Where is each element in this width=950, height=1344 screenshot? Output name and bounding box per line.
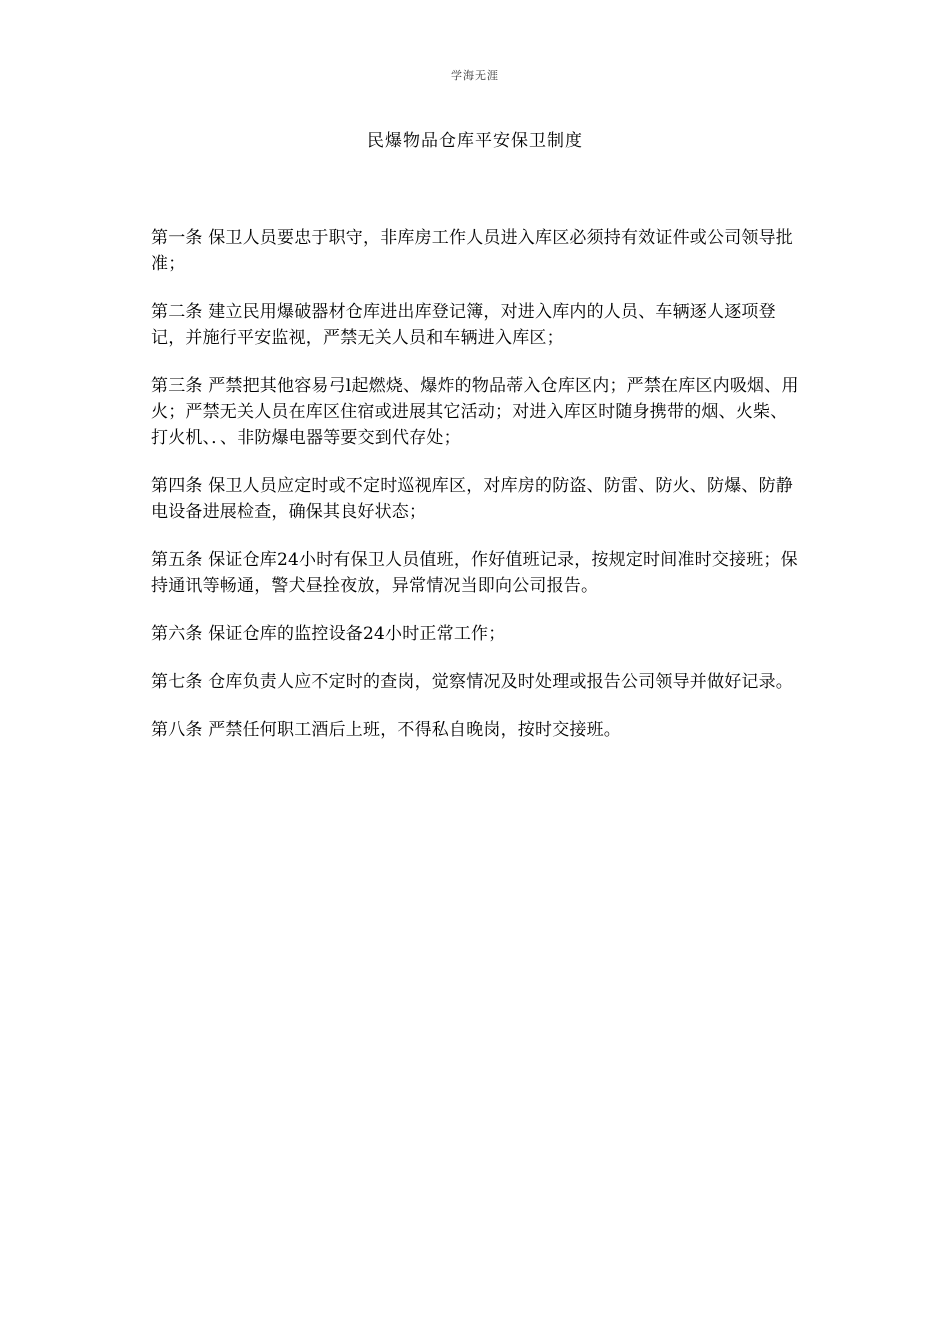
article-5: 第五条 保证仓库24小时有保卫人员值班，作好值班记录，按规定时间准时交接班；保持通讯等畅通，警犬昼拴夜放，异常情况当即向公司报告。: [151, 550, 798, 596]
document-body: [151, 225, 803, 765]
article-2: 第二条 建立民用爆破器材仓库进出库登记簿，对进入库内的人员、车辆逐人逐项登记，并施行平安监视，严禁无关人员和车辆进入库区；: [151, 302, 776, 348]
article-7: 第七条 仓库负责人应不定时的查岗，觉察情况及时处理或报告公司领导并做好记录。: [151, 672, 794, 692]
article-6: 第六条 保证仓库的监控设备24小时正常工作；: [151, 624, 506, 644]
document-title: 民爆物品仓库平安保卫制度: [367, 131, 583, 151]
page-header: 学海无涯: [451, 69, 499, 82]
article-4: 第四条 保卫人员应定时或不定时巡视库区，对库房的防盗、防雷、防火、防爆、防静电设备进展检查，确保其良好状态；: [151, 476, 794, 522]
article-3: 第三条 严禁把其他容易弓l起燃烧、爆炸的物品蒂入仓库区内；严禁在库区内吸烟、用火；严禁无关人员在库区住宿或进展其它活动；对进入库区时随身携带的烟、火柴、打火机、．、非防爆电器等要交到代存处；: [151, 376, 799, 448]
article-1: 第一条 保卫人员要忠于职守，非库房工作人员进入库区必须持有效证件或公司领导批准；: [151, 228, 794, 274]
article-8: 第八条 严禁任何职工酒后上班，不得私自晚岗，按时交接班。: [151, 720, 622, 740]
